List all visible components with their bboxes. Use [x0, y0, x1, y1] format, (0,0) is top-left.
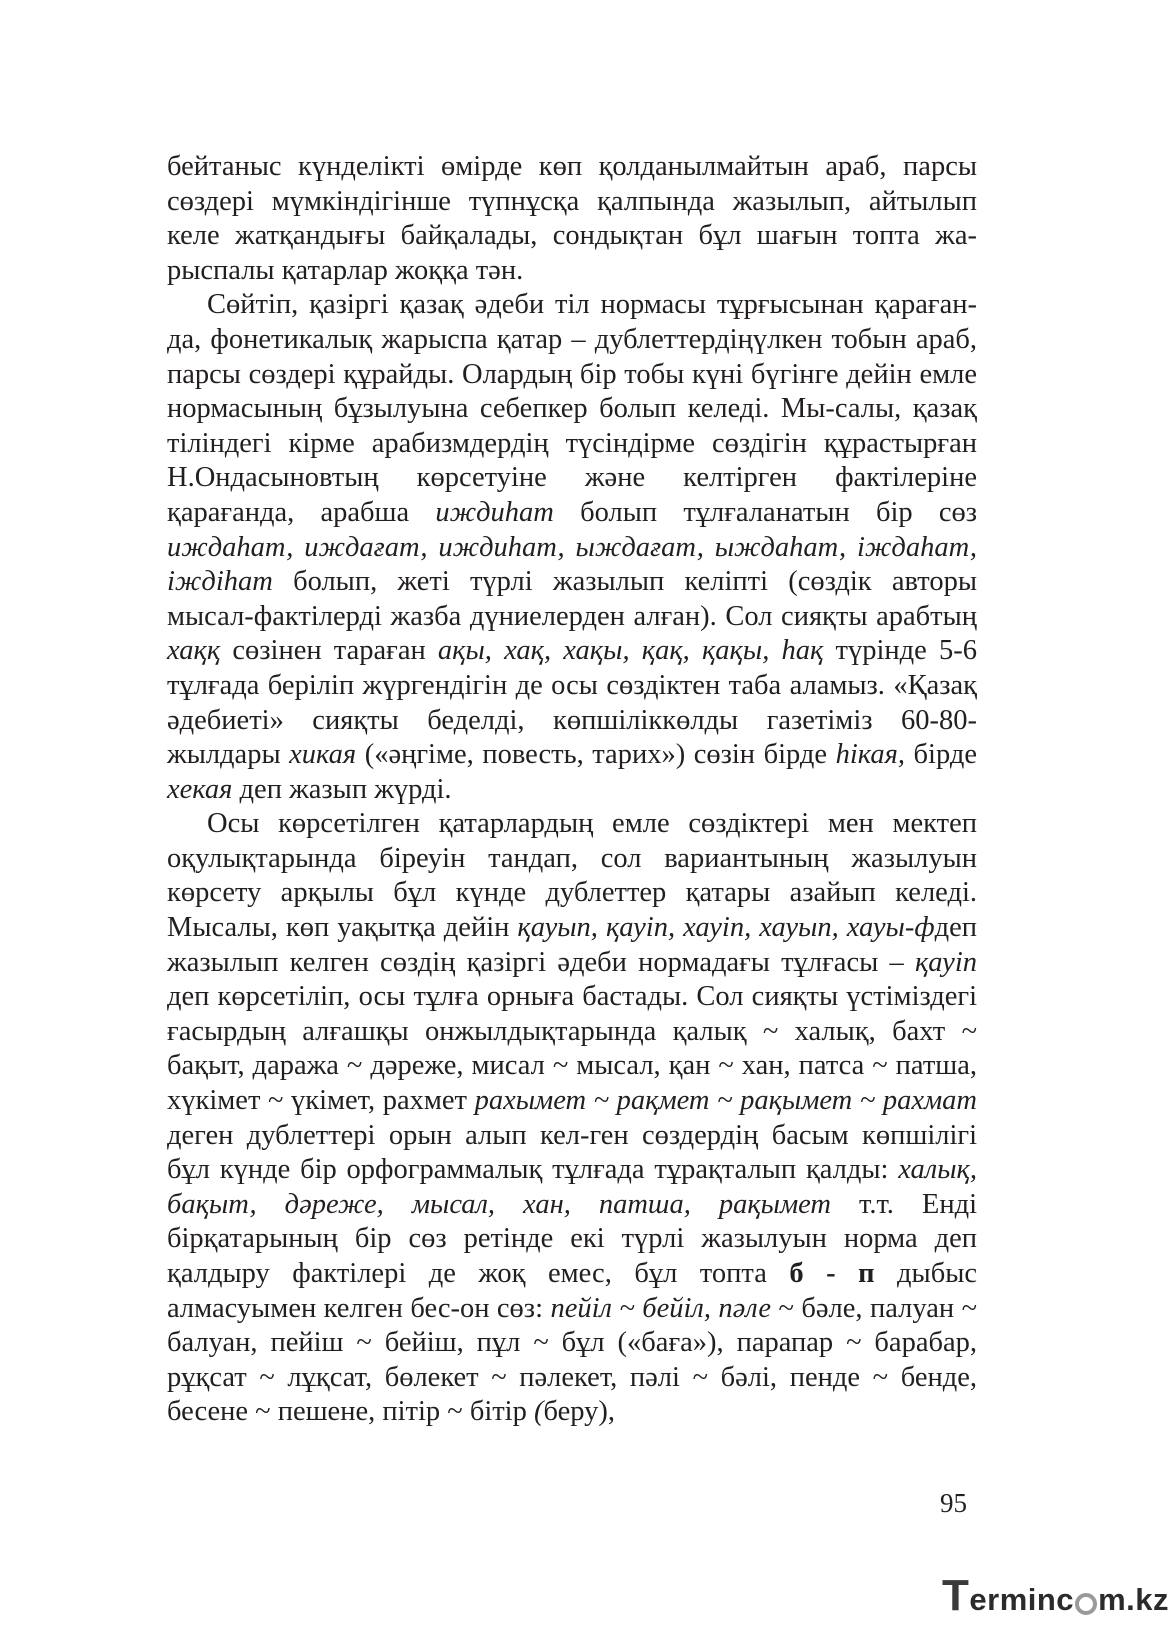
italic-term: (: [533, 1396, 544, 1428]
italic-term: хикая: [289, 739, 357, 771]
italic-term: иждаһат, иждағат, иждиһат, ыждағат, ыждаһат, іждаһат, іждіһат: [167, 531, 977, 598]
text-run: Осы көрсетілген қатарлардың емле сөздіктері мен мектеп оқулықтарында біреуін тандап, сол вариантының жазылуын көрсету арқылы бұл күнде дублеттер қатары азайып келеді. Мысалы, көп уақытқа дейін: [167, 808, 977, 944]
text-run: сөзінен тараған: [220, 635, 438, 667]
paragraph: [167, 150, 977, 288]
italic-term: һікая,: [835, 739, 905, 771]
watermark-o-circle-icon: [1075, 1593, 1097, 1615]
bold-term: б - п: [789, 1258, 875, 1289]
italic-term: ақы, хақ, хақы, қақ, қақы, һақ: [437, 635, 824, 667]
text-run: болып тұлғаланатын бір сөз: [553, 496, 977, 528]
italic-term: хаққ: [167, 635, 221, 667]
italic-term: пейіл ~ бейіл, пәле: [550, 1292, 772, 1324]
italic-term: халық, бақыт, дәреже, мысал, хан, патша, рақымет: [167, 1154, 977, 1220]
paragraph: [167, 807, 977, 1430]
text-run: болып, жеті түрлі жазылып келіпті (сөздік авторы мысал-фактілерді жазба дүниелерден алған). Сол сияқты арабтың: [167, 566, 977, 632]
termincom-watermark-logo: [942, 1570, 1169, 1618]
text-run: бірде: [905, 739, 977, 771]
watermark-text-start: erminc: [969, 1582, 1075, 1617]
text-run: деп көрсетіліп, осы тұлға орныға бастады. Сол сияқты үстіміздегі ғасырдың алғашқы онжылдықтарында қалық ~ халық, бахт ~ бақыт, даража ~ дәреже, мисал ~ мысал, қан ~ хан, патса ~ патша, хүкімет ~ үкімет, рахмет: [167, 981, 977, 1117]
italic-term: хекая: [167, 773, 233, 805]
text-run: т.т. Енді бірқатарының бір сөз ретінде екі түрлі жазылуын норма деп қалдыру фактілері де жоқ емес, бұл топта: [167, 1188, 977, 1289]
text-run: түрінде 5-6 тұлғада беріліп жүргендігін де осы сөздіктен таба аламыз. «Қазақ әдебиеті» сияқты беделді, көпшіліккөлды газетіміз 60-80-жылдары: [167, 635, 977, 771]
italic-term: қауіп: [914, 946, 977, 978]
text-run: деп жазылып келген сөздің қазіргі әдеби нормадағы тұлғасы –: [167, 912, 977, 978]
text-run: деген дублеттері орын алып кел-ген сөздердің басым көпшілігі бұл күнде бір орфограммалық тұлғада тұрақталып қалды:: [167, 1119, 977, 1186]
watermark-text-end: m.kz: [1098, 1582, 1169, 1617]
text-run: («әңгіме, повесть, тарих») сөзін бірде: [356, 739, 836, 771]
text-run: дыбыс алмасуымен келген бес-он сөз:: [167, 1258, 978, 1324]
paragraph: [167, 288, 977, 807]
text-run: деп жазып жүрді.: [232, 773, 452, 805]
italic-term: қауып, қауіп, хауіп, хауып, хауы-ф: [517, 912, 935, 944]
page-number: 95: [940, 1488, 967, 1518]
text-run: бейтаныс күнделікті өмірде көп қолданылмайтын араб, парсы сөздері мүмкіндігінше түпнұсқа қалпында жазылып, айтылып келе жатқандығы байқалады, сондықтан бұл шағын топта жа-рыспалы қатарлар жоққа тән.: [167, 151, 977, 286]
text-run: ~ бәле, палуан ~ балуан, пейіш ~ бейіш, пұл ~ бұл («баға»), парапар ~ барабар, рұқсат ~ лұқсат, бөлекет ~ пәлекет, пәлі ~ бәлі, пенде ~ бенде, бесене ~ пешене, пітір ~ бітір: [167, 1292, 977, 1428]
page-body: [167, 150, 977, 1430]
watermark-t-letter: T: [942, 1571, 970, 1620]
italic-term: иждиһат: [435, 496, 554, 528]
italic-term: рахымет ~ рақмет ~ рақымет ~ рахмат: [474, 1085, 977, 1117]
text-run: беру),: [543, 1396, 615, 1428]
text-run: Сөйтіп, қазіргі қазақ әдеби тіл нормасы тұрғысынан қараған-да, фонетикалық жарыспа қатар – дублеттердіңүлкен тобын араб, парсы сөздері құрайды. Олардың бір тобы күні бүгінге дейін емле нормасының бұзылуына себепкер болып келеді. Мы-салы, қазақ тіліндегі кірме арабизмдердің түсіндірме сөздігін құрастырған Н.Ондасыновтың көрсетуіне және келтірген фактілеріне қарағанда, арабша: [167, 289, 977, 528]
